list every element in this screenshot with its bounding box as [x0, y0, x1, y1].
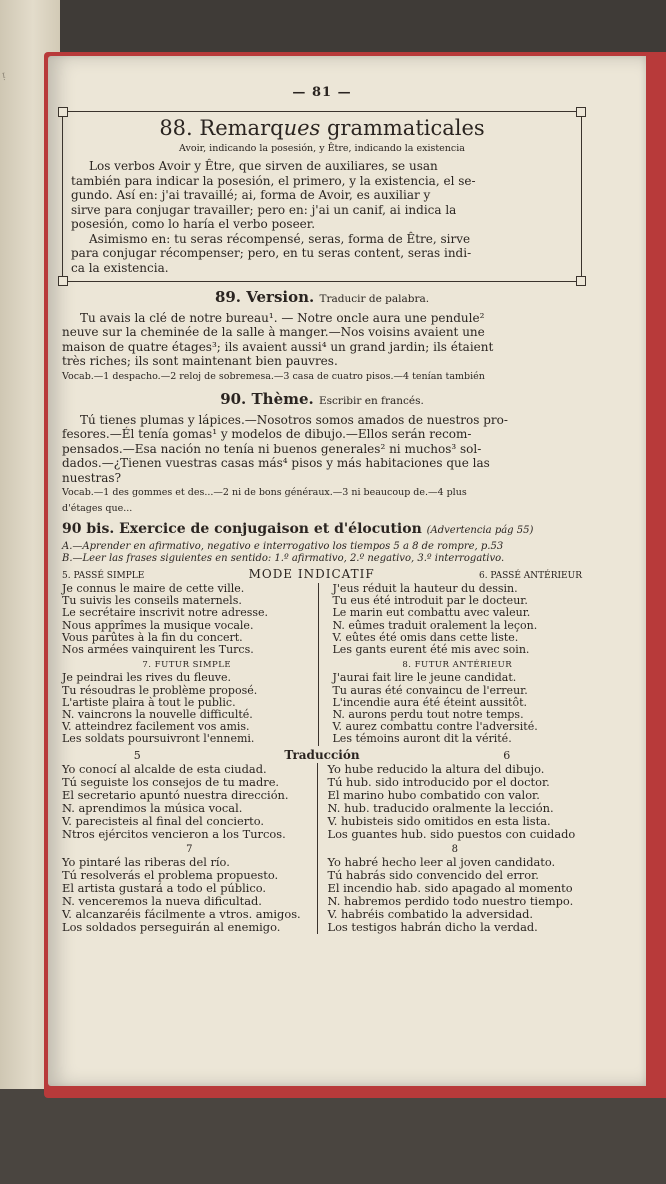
table-surface [0, 1089, 666, 1184]
version-line: maison de quatre étages³; ils avaient aussi⁴ un grand jardin; ils étaient [62, 339, 494, 354]
remark-line: sirve para conjugar travailler; pero en: j'ai un canif, ai indica la [71, 202, 457, 217]
list-item: Los soldados perseguirán al enemigo. [62, 920, 281, 935]
instruction-b: B.—Leer las frases siguientes en sentido: 1.º afirmativo, 2.º negativo, 3.º interrogativo. [62, 552, 505, 564]
list-item: Yo habré hecho leer al joven candidato. [327, 855, 556, 870]
translation-title: Traducción [284, 747, 360, 762]
tense-5-label: 5. PASSÉ SIMPLE [62, 570, 145, 581]
list-item: Vous parûtes à la fin du concert. [62, 630, 243, 644]
list-item: L'artiste plaira à tout le public. [62, 695, 236, 709]
remark-line: gundo. Así en: j'ai travaillé; ai, forma de Avoir, es auxiliar y [71, 188, 431, 202]
list-item: J'eus réduit la hauteur du dessin. [332, 582, 518, 595]
remark-line: posesión, como lo haría el verbo poseer. [71, 217, 316, 231]
translation-8-column [317, 841, 583, 934]
page-number: — 81 — [292, 85, 352, 100]
list-item: Tú habrás sido convencido del error. [327, 868, 539, 883]
version-vocab: Vocab.—1 despacho.—2 reloj de sobremesa.—3 casa de cuatro pisos.—4 tenían también [62, 370, 485, 382]
list-item: Nos armées vainquirent les Turcs. [62, 643, 254, 657]
remark-line: ca la existencia. [71, 260, 169, 275]
tense-7-label: 7. FUTUR SIMPLE [142, 660, 232, 671]
futur-simple-column [62, 656, 318, 745]
list-item: Los testigos habrán dicho la verdad. [327, 920, 538, 935]
version-line: neuve sur la cheminée de la salle à manger.—Nos voisins avaient une [62, 325, 485, 339]
list-item: Tú seguiste los consejos de tu madre. [62, 775, 280, 790]
list-item: N. vaincrons la nouvelle difficulté. [62, 708, 253, 722]
list-item: N. eûmes traduit oralement la leçon. [332, 618, 538, 632]
section-90bis-title: 90 bis. Exercice de conjugaison et d'élocution (Advertencia pág 55) [62, 521, 534, 537]
tense-8-label: 8. FUTUR ANTÉRIEUR [402, 660, 513, 671]
conjugation-block-7-8 [62, 656, 582, 745]
box-corner [58, 276, 68, 286]
list-item: V. aurez combattu contre l'adversité. [332, 720, 538, 734]
list-item: Le secrétaire inscrivit notre adresse. [62, 606, 269, 620]
translation-num-5: 5 [133, 748, 141, 762]
list-item: V. eûtes été omis dans cette liste. [332, 630, 519, 644]
list-item: Tu résoudras le problème proposé. [62, 683, 258, 697]
list-item: N. hub. traducido oralmente la lección. [327, 801, 554, 816]
theme-vocab: d'étages que... [62, 502, 133, 514]
remark-line: Los verbos Avoir y Être, que sirven de auxiliares, se usan [89, 159, 438, 173]
list-item: Tu auras été convaincu de l'erreur. [332, 683, 528, 697]
remark-line: Asimismo en: tu seras récompensé, seras, forma de Être, sirve [89, 231, 471, 246]
list-item: Le marin eut combattu avec valeur. [332, 606, 531, 620]
list-item: Les soldats poursuivront l'ennemi. [62, 732, 255, 746]
section-89-title: 89. Version. Traducir de palabra. [214, 288, 430, 306]
instruction-a: A.—Aprender en afirmativo, negativo e interrogativo los tiempos 5 a 8 de rompre, p.53 [62, 540, 504, 552]
list-item: Tu eus été introduit par le docteur. [332, 594, 528, 608]
passe-simple-column [62, 583, 318, 656]
list-item: El incendio hab. sido apagado al momento [327, 881, 573, 896]
tense-header-row [62, 567, 582, 584]
facing-page-edge: ᴉ [0, 0, 60, 1184]
translation-header [62, 748, 582, 764]
theme-line: nuestras? [62, 470, 122, 485]
list-item: Los guantes hub. sido puestos con cuidado [327, 827, 576, 842]
list-item: Les gants eurent été mis avec soin. [332, 643, 530, 657]
list-item: N. venceremos la nueva dificultad. [62, 894, 262, 909]
list-item: J'aurai fait lire le jeune candidat. [332, 671, 517, 685]
list-item: V. alcanzaréis fácilmente a vtros. amigos. [62, 907, 301, 922]
passe-anterieur-column [318, 583, 583, 656]
translation-6-column [317, 763, 583, 841]
box-corner [576, 276, 586, 286]
translation-num-6: 6 [503, 748, 511, 762]
grammar-remarks-box [62, 111, 582, 283]
list-item: Je peindrai les rives du fleuve. [62, 671, 232, 685]
remark-line: también para indicar la posesión, el primero, y la existencia, el se- [71, 173, 476, 188]
remark-line: para conjugar récompenser; pero, en tu seras content, seras indi- [71, 246, 472, 260]
translation-7-column [62, 841, 317, 934]
theme-line: Tú tienes plumas y lápices.—Nosotros somos amados de nuestros pro- [80, 412, 508, 427]
translation-5-column [62, 763, 317, 841]
list-item: El artista gustará a todo el público. [62, 881, 267, 896]
list-item: Yo conocí al alcalde de esta ciudad. [62, 762, 267, 777]
version-line: très riches; ils sont maintenant bien pauvres. [62, 354, 338, 368]
mode-label: MODE INDICATIF [248, 566, 375, 581]
list-item: V. atteindrez facilement vos amis. [62, 720, 250, 734]
translation-num-7: 7 [186, 844, 193, 856]
translation-block-5-6 [62, 763, 582, 841]
futur-anterieur-column [318, 656, 583, 745]
translation-num-8: 8 [451, 844, 458, 856]
theme-line: fesores.—Él tenía gomas¹ y modelos de dibujo.—Ellos serán recom- [62, 427, 472, 441]
theme-vocab: Vocab.—1 des gommes et des...—2 ni de bons généraux.—3 ni beaucoup de.—4 plus [62, 487, 467, 498]
list-item: Yo pintaré las riberas del río. [62, 855, 230, 870]
page-content [62, 86, 582, 934]
list-item: El marino hubo combatido con valor. [327, 788, 540, 803]
theme-line: pensados.—Esa nación no tenía ni buenos generales² ni muchos³ sol- [62, 441, 482, 456]
section-90-title: 90. Thème. Escribir en francés. [220, 390, 424, 408]
translation-block-7-8 [62, 841, 582, 934]
list-item: Yo hube reducido la altura del dibujo. [327, 762, 545, 777]
conjugation-block-5-6 [62, 583, 582, 656]
section-88-title: 88. Remarques grammaticales [159, 115, 485, 140]
list-item: Ntros ejércitos vencieron a los Turcos. [62, 827, 286, 842]
list-item: Les témoins auront dit la vérité. [332, 732, 512, 746]
list-item: Nous apprîmes la musique vocale. [62, 618, 254, 632]
tense-6-label: 6. PASSÉ ANTÉRIEUR [478, 570, 582, 581]
list-item: Tú resolverás el problema propuesto. [62, 868, 279, 883]
list-item: L'incendie aura été éteint aussitôt. [332, 695, 528, 709]
list-item: El secretario apuntó nuestra dirección. [62, 788, 289, 803]
version-line: Tu avais la clé de notre bureau¹. — Notre oncle aura une pendule² [80, 310, 485, 325]
list-item: N. habremos perdido todo nuestro tiempo. [327, 894, 574, 909]
section-88-subtitle: Avoir, indicando la posesión, y Être, indicando la existencia [179, 142, 465, 154]
list-item: Tú hub. sido introducido por el doctor. [327, 775, 550, 790]
list-item: N. aurons perdu tout notre temps. [332, 708, 524, 722]
list-item: V. parecisteis al final del concierto. [62, 814, 265, 829]
list-item: Tu suivis les conseils maternels. [62, 594, 242, 608]
list-item: Je connus le maire de cette ville. [62, 582, 245, 595]
theme-line: dados.—¿Tienen vuestras casas más⁴ pisos y más habitaciones que las [62, 456, 490, 470]
list-item: N. aprendimos la música vocal. [62, 801, 243, 816]
list-item: V. habréis combatido la adversidad. [327, 907, 534, 922]
list-item: V. hubisteis sido omitidos en esta lista. [327, 814, 551, 829]
